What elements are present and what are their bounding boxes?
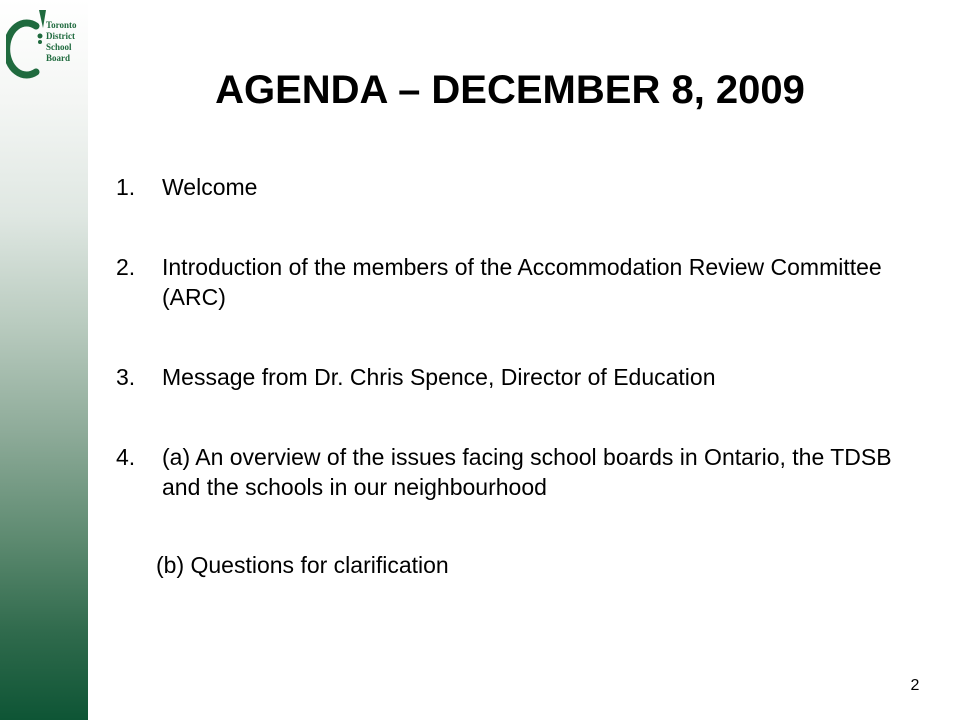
tdsb-logo-text <box>46 20 92 64</box>
agenda-item <box>116 442 916 502</box>
logo-line-board: Board <box>46 53 71 63</box>
logo-line-district: District <box>46 31 75 41</box>
logo-line-school: School <box>46 42 72 52</box>
side-gradient-band <box>0 0 88 720</box>
page-number: 2 <box>910 677 920 694</box>
agenda-item-text: Introduction of the members of the Accommodation Review Committee (ARC) <box>162 254 882 310</box>
tdsb-logo-mark <box>6 6 46 80</box>
agenda-item-number: 3. <box>116 364 136 390</box>
agenda-item-number: 4. <box>116 444 136 470</box>
agenda-item <box>116 172 916 202</box>
logo-line-toronto: Toronto <box>46 20 77 30</box>
agenda-list <box>116 172 916 580</box>
agenda-item-number: 2. <box>116 254 136 280</box>
agenda-item-number: 1. <box>116 174 136 200</box>
tdsb-logo <box>6 6 92 80</box>
agenda-item <box>116 252 916 312</box>
agenda-item-text: Welcome <box>162 174 258 200</box>
agenda-item-text: (a) An overview of the issues facing school boards in Ontario, the TDSB and the schools in our neighbourhood <box>162 444 892 500</box>
agenda-sub-item: (b) Questions for clarification <box>156 552 449 578</box>
agenda-item-text: Message from Dr. Chris Spence, Director of Education <box>162 364 716 390</box>
slide-title: AGENDA – DECEMBER 8, 2009 <box>215 68 805 112</box>
agenda-item <box>116 362 916 392</box>
